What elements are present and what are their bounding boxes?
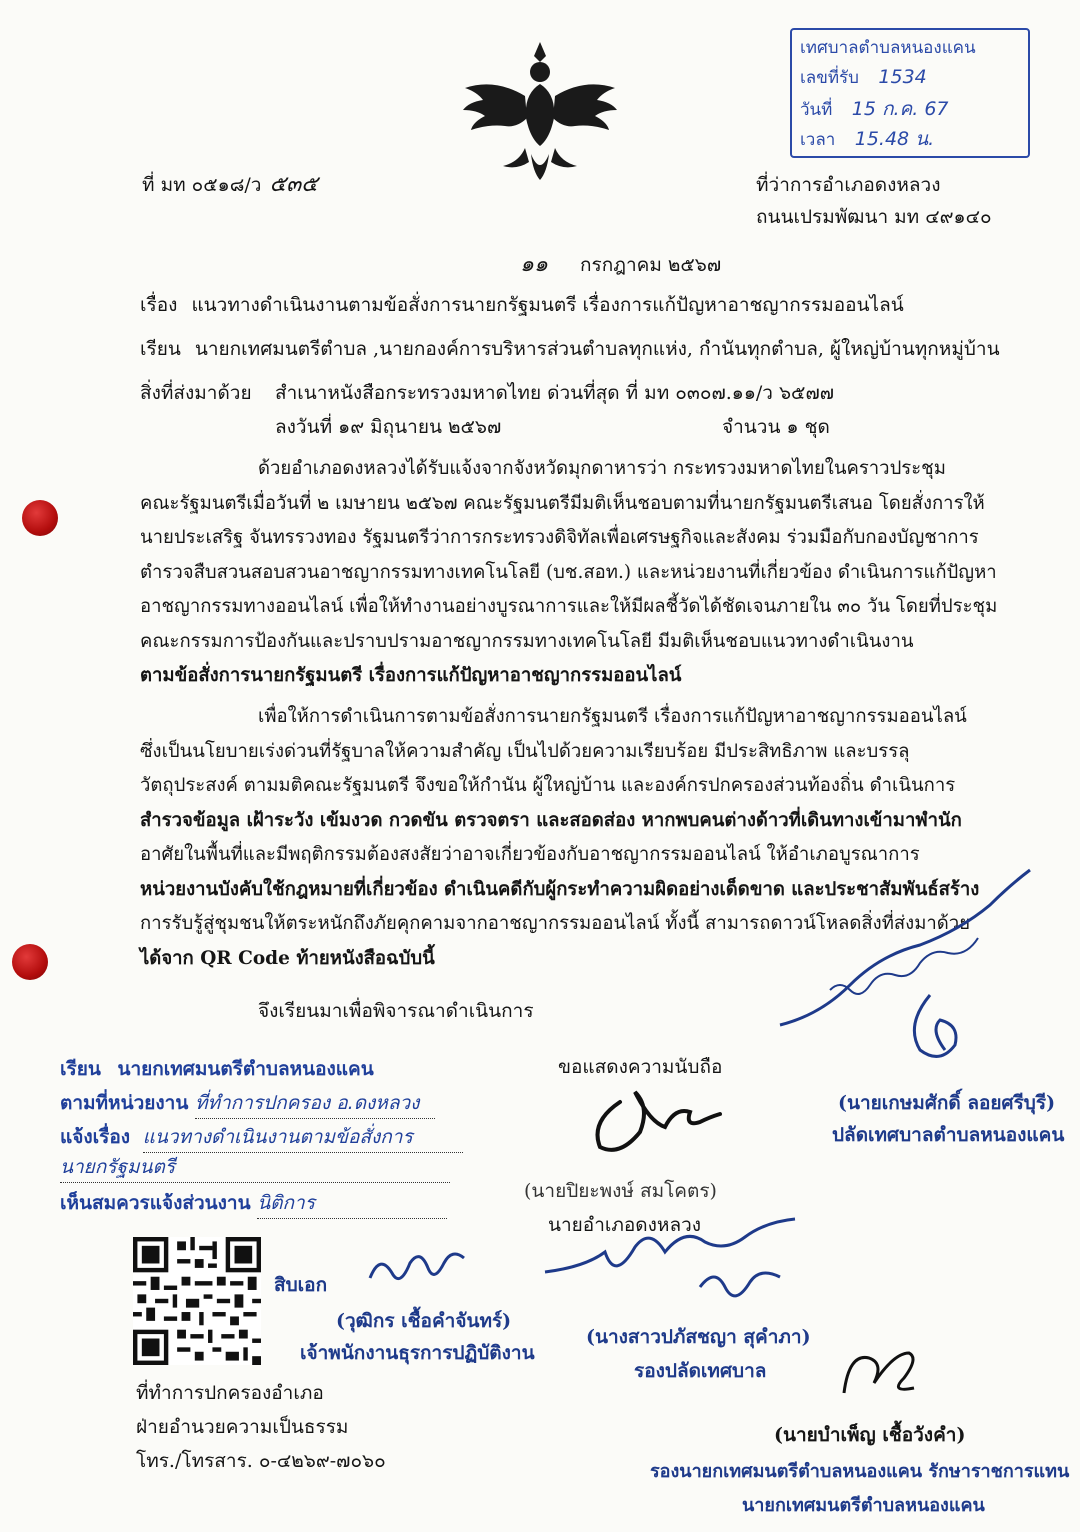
deputy-mayor-name: (นายบำเพ็ญ เชื้อวังคำ) (774, 1424, 966, 1446)
stamp-receipt-no: 1534 (878, 66, 927, 88)
punch-hole-top (22, 500, 58, 536)
deputy-clerk-name: (นายเกษมศักดิ์ ลอยศรีบุรี) (838, 1092, 1056, 1114)
deputy-mayor-signature (834, 1338, 924, 1408)
para2-line: ซึ่งเป็นนโยบายเร่งด่วนที่รัฐบาลให้ความสำคัญ เป็นไปด้วยความเรียบร้อย มีประสิทธิภาพ และบรรลุ (140, 740, 910, 762)
recipient-line (140, 334, 1000, 364)
signatory-position: นายอำเภอดงหลวง (548, 1214, 702, 1236)
footer-phone: โทร./โทรสาร. ๐-๔๒๖๙-๗๐๖๐ (136, 1450, 386, 1472)
para1-line: อาชญากรรมทางออนไลน์ เพื่อให้ทำงานอย่างบูรณาการและให้มีผลชี้วัดได้ชัดเจนภายใน ๓๐ วัน โดยที่ประชุม (140, 596, 998, 617)
clerk-name: (วุฒิกร เชื้อคำจันทร์) (336, 1310, 512, 1332)
garuda-emblem-icon (455, 36, 625, 186)
para2-line: เพื่อให้การดำเนินการตามข้อสั่งการนายกรัฐมนตรี เรื่องการแก้ปัญหาอาชญากรรมออนไลน์ (258, 706, 967, 727)
para1-line: ด้วยอำเภอดงหลวงได้รับแจ้งจากจังหวัดมุกดาหารว่า กระทรวงมหาดไทยในคราวประชุม (258, 458, 946, 479)
para2-line: วัตถุประสงค์ ตามมติคณะรัฐมนตรี จึงขอให้กำนัน ผู้ใหญ่บ้าน และองค์กรปกครองส่วนท้องถิ่น ดำเนินการ (140, 775, 956, 796)
para2-line: หน่วยงานบังคับใช้กฎหมายที่เกี่ยวข้อง ดำเนินคดีกับผู้กระทำความผิดอย่างเด็ดขาด และประชาสัมพันธ์สร้าง (140, 878, 980, 900)
letter-date-month-year: กรกฎาคม ๒๕๖๗ (579, 254, 722, 276)
enclosure-label: สิ่งที่ส่งมาด้วย (140, 382, 252, 404)
memo-line-5-label: เห็นสมควรแจ้งส่วนงาน (60, 1192, 251, 1214)
para1-line: ตามข้อสั่งการนายกรัฐมนตรี เรื่องการแก้ปัญหาอาชญากรรมออนไลน์ (140, 665, 682, 686)
body-paragraph-1 (140, 452, 998, 694)
footer-office: ที่ทำการปกครองอำเภอ (136, 1382, 324, 1404)
receipt-stamp (790, 28, 1030, 158)
memo-line-3-label: แจ้งเรื่อง (60, 1126, 131, 1148)
reference-prefix: ที่ มท ๐๕๑๘/ว (142, 174, 262, 196)
para1-line: นายประเสริฐ จันทรรวงทอง รัฐมนตรีว่าการกระทรวงดิจิทัลเพื่อเศรษฐกิจและสังคม ร่วมมือกับกองบัญชาการ (140, 527, 979, 548)
stamp-time-label: เวลา (800, 130, 836, 150)
stamp-receipt-label: เลขที่รับ (800, 68, 859, 88)
clerk-signature (362, 1248, 472, 1298)
diagonal-handwritten-note (770, 850, 1070, 1040)
memo-line-2-hand: ที่ทำการปกครอง อ.ดงหลวง (195, 1088, 435, 1119)
para1-line: คณะกรรมการป้องกันและปราบปรามอาชญากรรมทางเทคโนโลยี มีมติเห็นชอบแนวทางดำเนินงาน (140, 630, 914, 652)
para1-line: คณะรัฐมนตรีเมื่อวันที่ ๒ เมษายน ๒๕๖๗ คณะรัฐมนตรีมีมติเห็นชอบตามที่นายกรัฐมนตรีเสนอ โดยสั่งการให้ (140, 492, 985, 514)
recipient-label: เรียน (140, 338, 181, 360)
stamp-date-label: วันที่ (800, 100, 833, 120)
memo-line-5 (60, 1188, 447, 1219)
clerk-position: เจ้าพนักงานธุรการปฏิบัติงาน (300, 1342, 535, 1364)
para2-line: ได้จาก QR Code ท้ายหนังสือฉบับนี้ (140, 947, 435, 969)
memo-line-3 (60, 1122, 463, 1153)
deputy-mayor-position-2: นายกเทศมนตรีตำบลหนองแคน (742, 1495, 985, 1516)
memo-line-1-label: เรียน (60, 1058, 101, 1080)
memo-line-4-hand: นายกรัฐมนตรี (60, 1152, 450, 1183)
reference-handwritten: ๕๓๕ (269, 172, 318, 197)
enclosure-line-1: สำเนาหนังสือกระทรวงมหาดไทย ด่วนที่สุด ที่ มท ๐๓๐๗.๑๑/ว ๖๕๗๗ (275, 382, 835, 404)
memo-line-2-label: ตามที่หน่วยงาน (60, 1092, 189, 1114)
closing-sentence: จึงเรียนมาเพื่อพิจารณาดำเนินการ (258, 1000, 534, 1022)
deputy-asst-signature (540, 1212, 840, 1312)
stamp-org: เทศบาลตำบลหนองแคน (800, 38, 976, 58)
para2-line: สำรวจข้อมูล เฝ้าระวัง เข้มงวด กวดขัน ตรวจตรา และสอดส่อง หากพบคนต่างด้าวที่เดินทางเข้ามาพำนัก (140, 809, 962, 831)
stamp-date-value: 15 ก.ค. 67 (851, 98, 949, 120)
memo-line-1-text: นายกเทศมนตรีตำบลหนองแคน (117, 1058, 374, 1080)
letter-date-day: ๑๑ (520, 252, 548, 277)
deputy-clerk-position: ปลัดเทศบาลตำบลหนองแคน (832, 1124, 1065, 1146)
para2-line: อาศัยในพื้นที่และมีพฤติกรรมต้องสงสัยว่าอาจเกี่ยวข้องกับอาชญากรรมออนไลน์ ให้อำเภอบูรณาการ (140, 844, 920, 865)
subject-text: แนวทางดำเนินงานตามข้อสั่งการนายกรัฐมนตรี เรื่องการแก้ปัญหาอาชญากรรมออนไลน์ (191, 294, 904, 316)
signatory-name: (นายปิยะพงษ์ สมโคตร) (524, 1180, 717, 1202)
memo-line-2 (60, 1088, 435, 1119)
deputy-mayor-position-1: รองนายกเทศมนตรีตำบลหนองแคน รักษาราชการแทน (650, 1461, 1070, 1482)
signatory-closing: ขอแสดงความนับถือ (558, 1056, 723, 1078)
footer-section: ฝ่ายอำนวยความเป็นธรรม (136, 1416, 349, 1438)
clerk-rank: สิบเอก (274, 1274, 328, 1296)
qr-code-icon (133, 1237, 261, 1365)
enclosure-quantity: จำนวน ๑ ชุด (722, 416, 830, 438)
subject-line (140, 290, 904, 320)
deputy-asst-position: รองปลัดเทศบาล (634, 1360, 767, 1382)
memo-line-5-hand: นิติการ (257, 1188, 447, 1219)
memo-line-3-hand: แนวทางดำเนินงานตามข้อสั่งการ (143, 1122, 463, 1153)
punch-hole-bottom (12, 944, 48, 980)
reference-number (142, 166, 318, 201)
letter-date (520, 246, 721, 281)
subject-label: เรื่อง (140, 294, 178, 316)
stamp-time-value: 15.48 น. (854, 128, 935, 150)
enclosure-line-2: ลงวันที่ ๑๙ มิถุนายน ๒๕๖๗ (275, 416, 502, 438)
deputy-asst-name: (นางสาวปภัสชญา สุคำภา) (586, 1326, 811, 1348)
recipient-text: นายกเทศมนตรีตำบล ,นายกองค์การบริหารส่วนตำบลทุกแห่ง, กำนันทุกตำบล, ผู้ใหญ่บ้านทุกหมู่บ้าน (194, 338, 1000, 360)
memo-line-1 (60, 1054, 374, 1084)
office-address-2: ถนนเปรมพัฒนา มท ๔๙๑๔๐ (756, 206, 992, 228)
office-address-1: ที่ว่าการอำเภอดงหลวง (756, 174, 941, 196)
para1-line: ตำรวจสืบสวนสอบสวนอาชญากรรมทางเทคโนโลยี (บช.สอท.) และหน่วยงานที่เกี่ยวข้อง ดำเนินการแก้ปัญหา (140, 561, 997, 583)
district-chief-signature (580, 1082, 740, 1162)
para2-line: การรับรู้สู่ชุมชนให้ตระหนักถึงภัยคุกคามจากอาชญากรรมออนไลน์ ทั้งนี้ สามารถดาวน์โหลดสิ่งที่ส่งมาด้วย (140, 913, 971, 934)
